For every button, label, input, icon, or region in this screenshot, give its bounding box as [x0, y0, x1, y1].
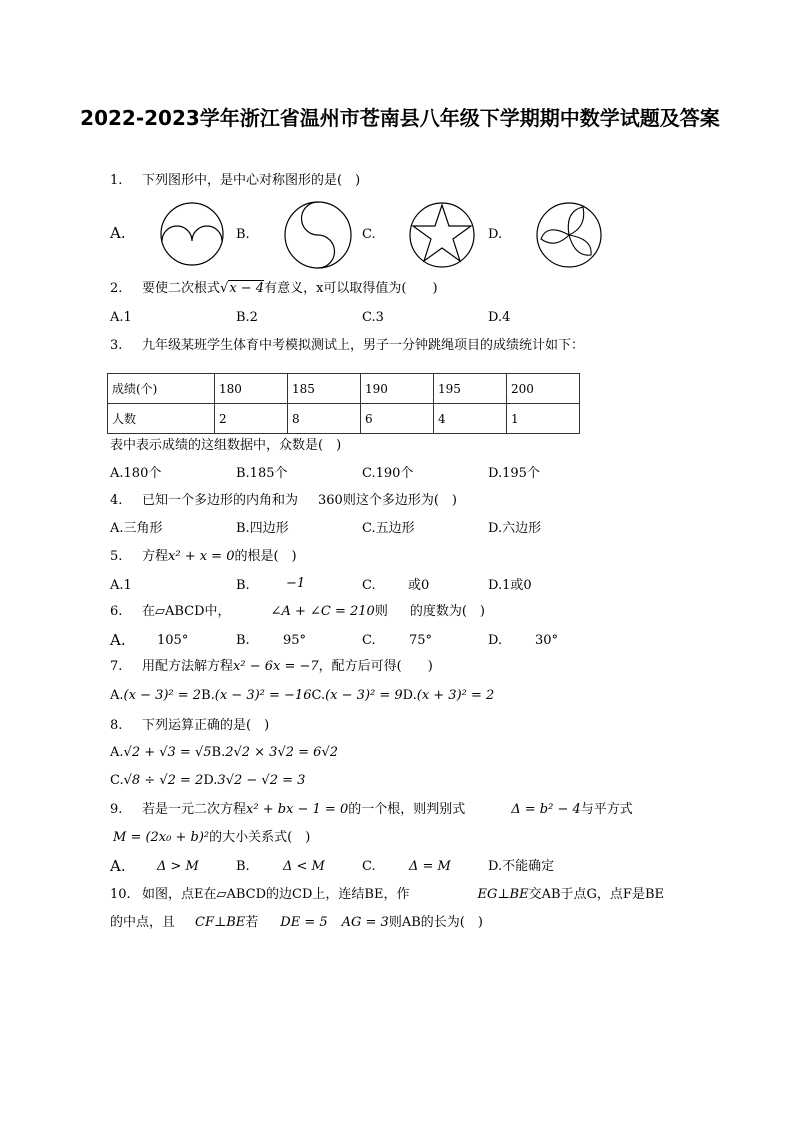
question-text-post: 有意义，x可以取得值为( ) [264, 281, 438, 296]
option-c-value: 或0 [408, 578, 430, 593]
question-number: 5. [110, 549, 123, 564]
question-1 [110, 172, 360, 190]
option-d-value: (x + 3)² = 2 [416, 688, 495, 703]
perpendicular-expression: EG⊥BE [477, 887, 529, 902]
question-text-post: 的度数为( ) [409, 604, 485, 619]
question-3 [110, 337, 584, 355]
option-c-label: C. [362, 227, 376, 242]
option-d: D.不能确定 [488, 859, 555, 874]
angle-sum-value: 360 [318, 493, 343, 508]
option-b-label: B. [236, 578, 250, 593]
equation: x² + x = 0 [168, 549, 235, 564]
question-number: 4. [110, 493, 123, 508]
option-c-value: Δ = M [409, 859, 451, 874]
option-c: C.190个 [362, 466, 414, 481]
question-text: 九年级某班学生体育中考模拟测试上，男子一分钟跳绳项目的成绩统计如下： [142, 338, 585, 353]
square-expression: M = (2x₀ + b)² [113, 830, 210, 845]
option-d-label: D. [488, 633, 503, 648]
option-c-value: 75° [409, 633, 433, 648]
table-cell: 185 [288, 374, 361, 404]
question-text-pre: 的中点，且 [110, 915, 176, 930]
question-number: 7. [110, 659, 123, 674]
question-text-pre: 已知一个多边形的内角和为 [142, 493, 299, 508]
question-8-options-row-1 [110, 744, 338, 762]
option-b: B.185个 [236, 466, 288, 481]
table-cell: 200 [507, 374, 580, 404]
option-c-label: C. [110, 773, 124, 788]
question-text-pre: 在▱ABCD中， [142, 604, 231, 619]
option-b-label: B. [236, 227, 250, 242]
question-8 [110, 717, 269, 735]
table-cell: 195 [434, 374, 507, 404]
question-text-post: ，配方后可得( ) [318, 659, 433, 674]
table-cell: 1 [507, 404, 580, 434]
question-text-mid: 若 [245, 915, 259, 930]
option-a: A.三角形 [110, 521, 163, 536]
option-b-value: 95° [283, 633, 307, 648]
option-c-label: C. [362, 578, 376, 593]
figure-star-in-circle-icon [408, 201, 476, 269]
table-cell: 180 [215, 374, 288, 404]
option-a-label: A. [110, 631, 126, 649]
option-a-label: A. [110, 857, 126, 875]
figure-three-petal-icon [535, 201, 603, 269]
option-c-label: C. [362, 633, 376, 648]
question-text: 下列图形中，是中心对称图形的是( ) [142, 173, 361, 188]
question-6 [110, 603, 485, 621]
option-d-value: 30° [535, 633, 559, 648]
option-a: A.180个 [110, 466, 162, 481]
question-9-line-2 [113, 829, 310, 847]
table-cell: 6 [361, 404, 434, 434]
option-c-value: √8 ÷ √2 = 2 [123, 773, 204, 788]
option-d: D.1或0 [488, 578, 532, 593]
option-d: D.六边形 [488, 521, 542, 536]
option-b: B.2 [236, 310, 258, 325]
option-a: A.1 [110, 310, 132, 325]
question-9 [110, 801, 633, 819]
option-c-label: C. [362, 859, 376, 874]
option-d: D.4 [488, 310, 511, 325]
question-5 [110, 548, 297, 566]
question-number: 6. [110, 604, 123, 619]
table-cell: 成绩(个) [108, 374, 215, 404]
question-8-options-row-2 [110, 772, 305, 790]
question-4 [110, 492, 457, 510]
question-text-post: 交AB于点G，点F是BE [528, 887, 664, 902]
scores-table [107, 373, 580, 434]
question-text-post: 则这个多边形为( ) [342, 493, 457, 508]
question-number: 10. [110, 887, 131, 902]
question-7-options [110, 687, 494, 705]
question-2: 2. 要使二次根式√x − 4有意义，x可以取得值为( ) [110, 281, 438, 296]
question-text-mid: 的一个根，则判别式 [348, 802, 466, 817]
option-a-label: A. [110, 688, 124, 703]
option-a-label: A. [110, 224, 126, 242]
option-a-value: √2 + √3 = √5 [123, 745, 212, 760]
question-text: 的大小关系式( ) [209, 830, 311, 845]
option-c: C.3 [362, 310, 384, 325]
question-10 [110, 886, 664, 904]
figure-circle-with-arcs-icon [156, 201, 228, 267]
table-cell: 4 [434, 404, 507, 434]
question-number: 8. [110, 718, 123, 733]
table-cell: 8 [288, 404, 361, 434]
figure-yin-yang-icon [283, 200, 353, 270]
option-d-label: D. [203, 773, 218, 788]
option-a: A.1 [110, 578, 132, 593]
option-b-label: B. [236, 859, 250, 874]
question-7 [110, 658, 433, 676]
question-text-pre: 用配方法解方程 [142, 659, 234, 674]
option-c-value: (x − 3)² = 9 [325, 688, 403, 703]
table-row [108, 374, 580, 404]
table-row [108, 404, 580, 434]
question-text: 下列运算正确的是( ) [142, 718, 270, 733]
question-text-pre: 要使二次根式 [142, 281, 221, 296]
option-b-value: 2√2 × 3√2 = 6√2 [225, 745, 338, 760]
length-expression-ag: AG = 3 [341, 915, 389, 930]
option-d-label: D. [488, 227, 503, 242]
question-3-followup: 表中表示成绩的这组数据中，众数是( ) [110, 438, 342, 453]
question-number: 1. [110, 173, 123, 188]
equation: x² + bx − 1 = 0 [246, 802, 349, 817]
discriminant-expression: Δ = b² − 4 [511, 802, 581, 817]
option-b: B.四边形 [236, 521, 289, 536]
option-b-label: B. [201, 688, 215, 703]
radical-expression: x − 4 [229, 281, 265, 296]
option-c-label: C. [311, 688, 326, 703]
option-b-label: B. [236, 633, 250, 648]
option-c: C.五边形 [362, 521, 415, 536]
option-b-value: Δ < M [283, 859, 325, 874]
question-text-post: 则AB的长为( ) [388, 915, 483, 930]
question-text-post: 与平方式 [580, 802, 633, 817]
question-text-pre: 若是一元二次方程 [142, 802, 247, 817]
table-cell: 190 [361, 374, 434, 404]
length-expression-de: DE = 5 [280, 915, 328, 930]
table-cell: 2 [215, 404, 288, 434]
question-number: 9. [110, 802, 123, 817]
option-a-value: (x − 3)² = 2 [123, 688, 202, 703]
equation: x² − 6x = −7 [233, 659, 319, 674]
angle-equation: ∠A + ∠C = 210 [270, 604, 375, 619]
question-10-line-2 [110, 914, 483, 932]
option-b-label: B. [211, 745, 226, 760]
option-a-label: A. [110, 745, 124, 760]
perpendicular-expression: CF⊥BE [195, 915, 246, 930]
option-a-value: Δ > M [157, 859, 199, 874]
question-text-post: 的根是( ) [234, 549, 297, 564]
question-text-pre: 如图，点E在▱ABCD的边CD上，连结BE，作 [142, 887, 410, 902]
question-text-pre: 方程 [142, 549, 169, 564]
question-number: 2. [110, 281, 123, 296]
page-title: 2022-2023学年浙江省温州市苍南县八年级下学期期中数学试题及答案 [80, 106, 720, 130]
option-d-label: D. [402, 688, 417, 703]
option-d-value: 3√2 − √2 = 3 [217, 773, 306, 788]
option-a-value: 105° [157, 633, 189, 648]
option-d: D.195个 [488, 466, 540, 481]
question-number: 3. [110, 338, 123, 353]
table-cell: 人数 [108, 404, 215, 434]
option-b-value: −1 [286, 576, 306, 591]
option-b-value: (x − 3)² = −16 [214, 688, 312, 703]
question-text-mid: 则 [374, 604, 388, 619]
